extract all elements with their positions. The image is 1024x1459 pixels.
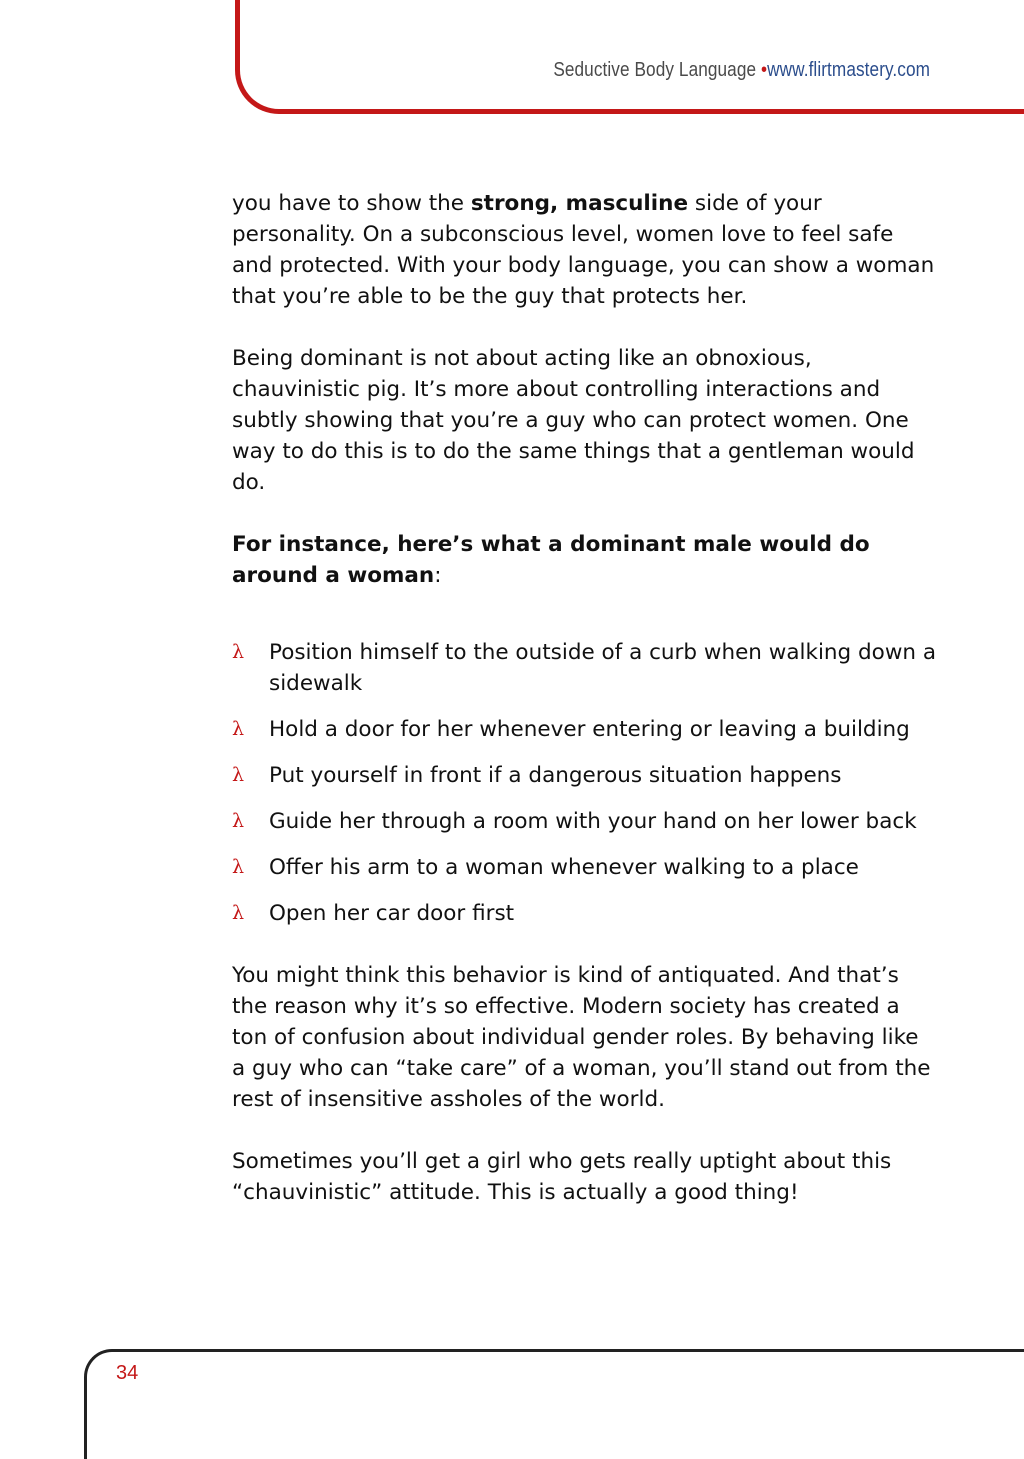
list-item-text: Put yourself in front if a dangerous situation happens (269, 763, 842, 788)
list-item (232, 898, 937, 929)
list-item-text: Guide her through a room with your hand on her lower back (269, 809, 917, 834)
paragraph-3-colon: : (434, 563, 442, 588)
header-frame (235, 0, 1024, 114)
header-title: Seductive Body Language (553, 59, 757, 81)
list-item (232, 760, 937, 791)
paragraph-5: Sometimes you’ll get a girl who gets really uptight about this “chauvinistic” attitude. This is actually a good thing! (232, 1149, 892, 1205)
list-item (232, 852, 937, 883)
list-item-text: Position himself to the outside of a curb when walking down a sidewalk (269, 640, 937, 696)
paragraph-1-bold: strong, masculine (470, 191, 689, 216)
list-item (232, 637, 937, 699)
footer-frame (84, 1349, 1024, 1459)
list-item-text: Hold a door for her whenever entering or leaving a building (269, 717, 910, 742)
page-number: 34 (116, 1362, 139, 1384)
paragraph-1 (232, 188, 937, 312)
lambda-bullet-icon: λ (232, 641, 245, 663)
lambda-bullet-icon: λ (232, 902, 245, 924)
list-item-text: Open her car door first (269, 901, 515, 926)
paragraph-2: Being dominant is not about acting like an obnoxious, chauvinistic pig. It’s more about controlling interactions and subtly showing that you’re a guy who can protect women. One way to do this is to do the same things that a gentleman would do. (232, 346, 915, 495)
paragraph-3-bold: For instance, here’s what a dominant male would do around a woman (232, 532, 870, 588)
page-body (232, 188, 937, 1208)
lambda-bullet-icon: λ (232, 856, 245, 878)
lambda-bullet-icon: λ (232, 810, 245, 832)
lambda-bullet-icon: λ (232, 764, 245, 786)
list-item (232, 714, 937, 745)
lambda-bullet-icon: λ (232, 718, 245, 740)
paragraph-3 (232, 529, 937, 591)
paragraph-1-text-b: side of your personality. On a subconscious level, women love to feel safe and protected. With your body language, you can show a woman that you’re able to be the guy that protects her. (232, 191, 935, 309)
header-url-link[interactable]: www.flirtmastery.com (767, 59, 930, 81)
bullet-list (232, 637, 937, 929)
header-separator: • (760, 59, 768, 81)
list-item (232, 806, 937, 837)
paragraph-1-text-a: you have to show the (232, 191, 471, 216)
running-header (553, 59, 930, 82)
paragraph-4: You might think this behavior is kind of antiquated. And that’s the reason why it’s so effective. Modern society has created a ton of confusion about individual gender roles. By behaving like a guy who can “take care” of a woman, you’ll stand out from the rest of insensitive assholes of the world. (232, 963, 931, 1112)
list-item-text: Offer his arm to a woman whenever walking to a place (269, 855, 859, 880)
